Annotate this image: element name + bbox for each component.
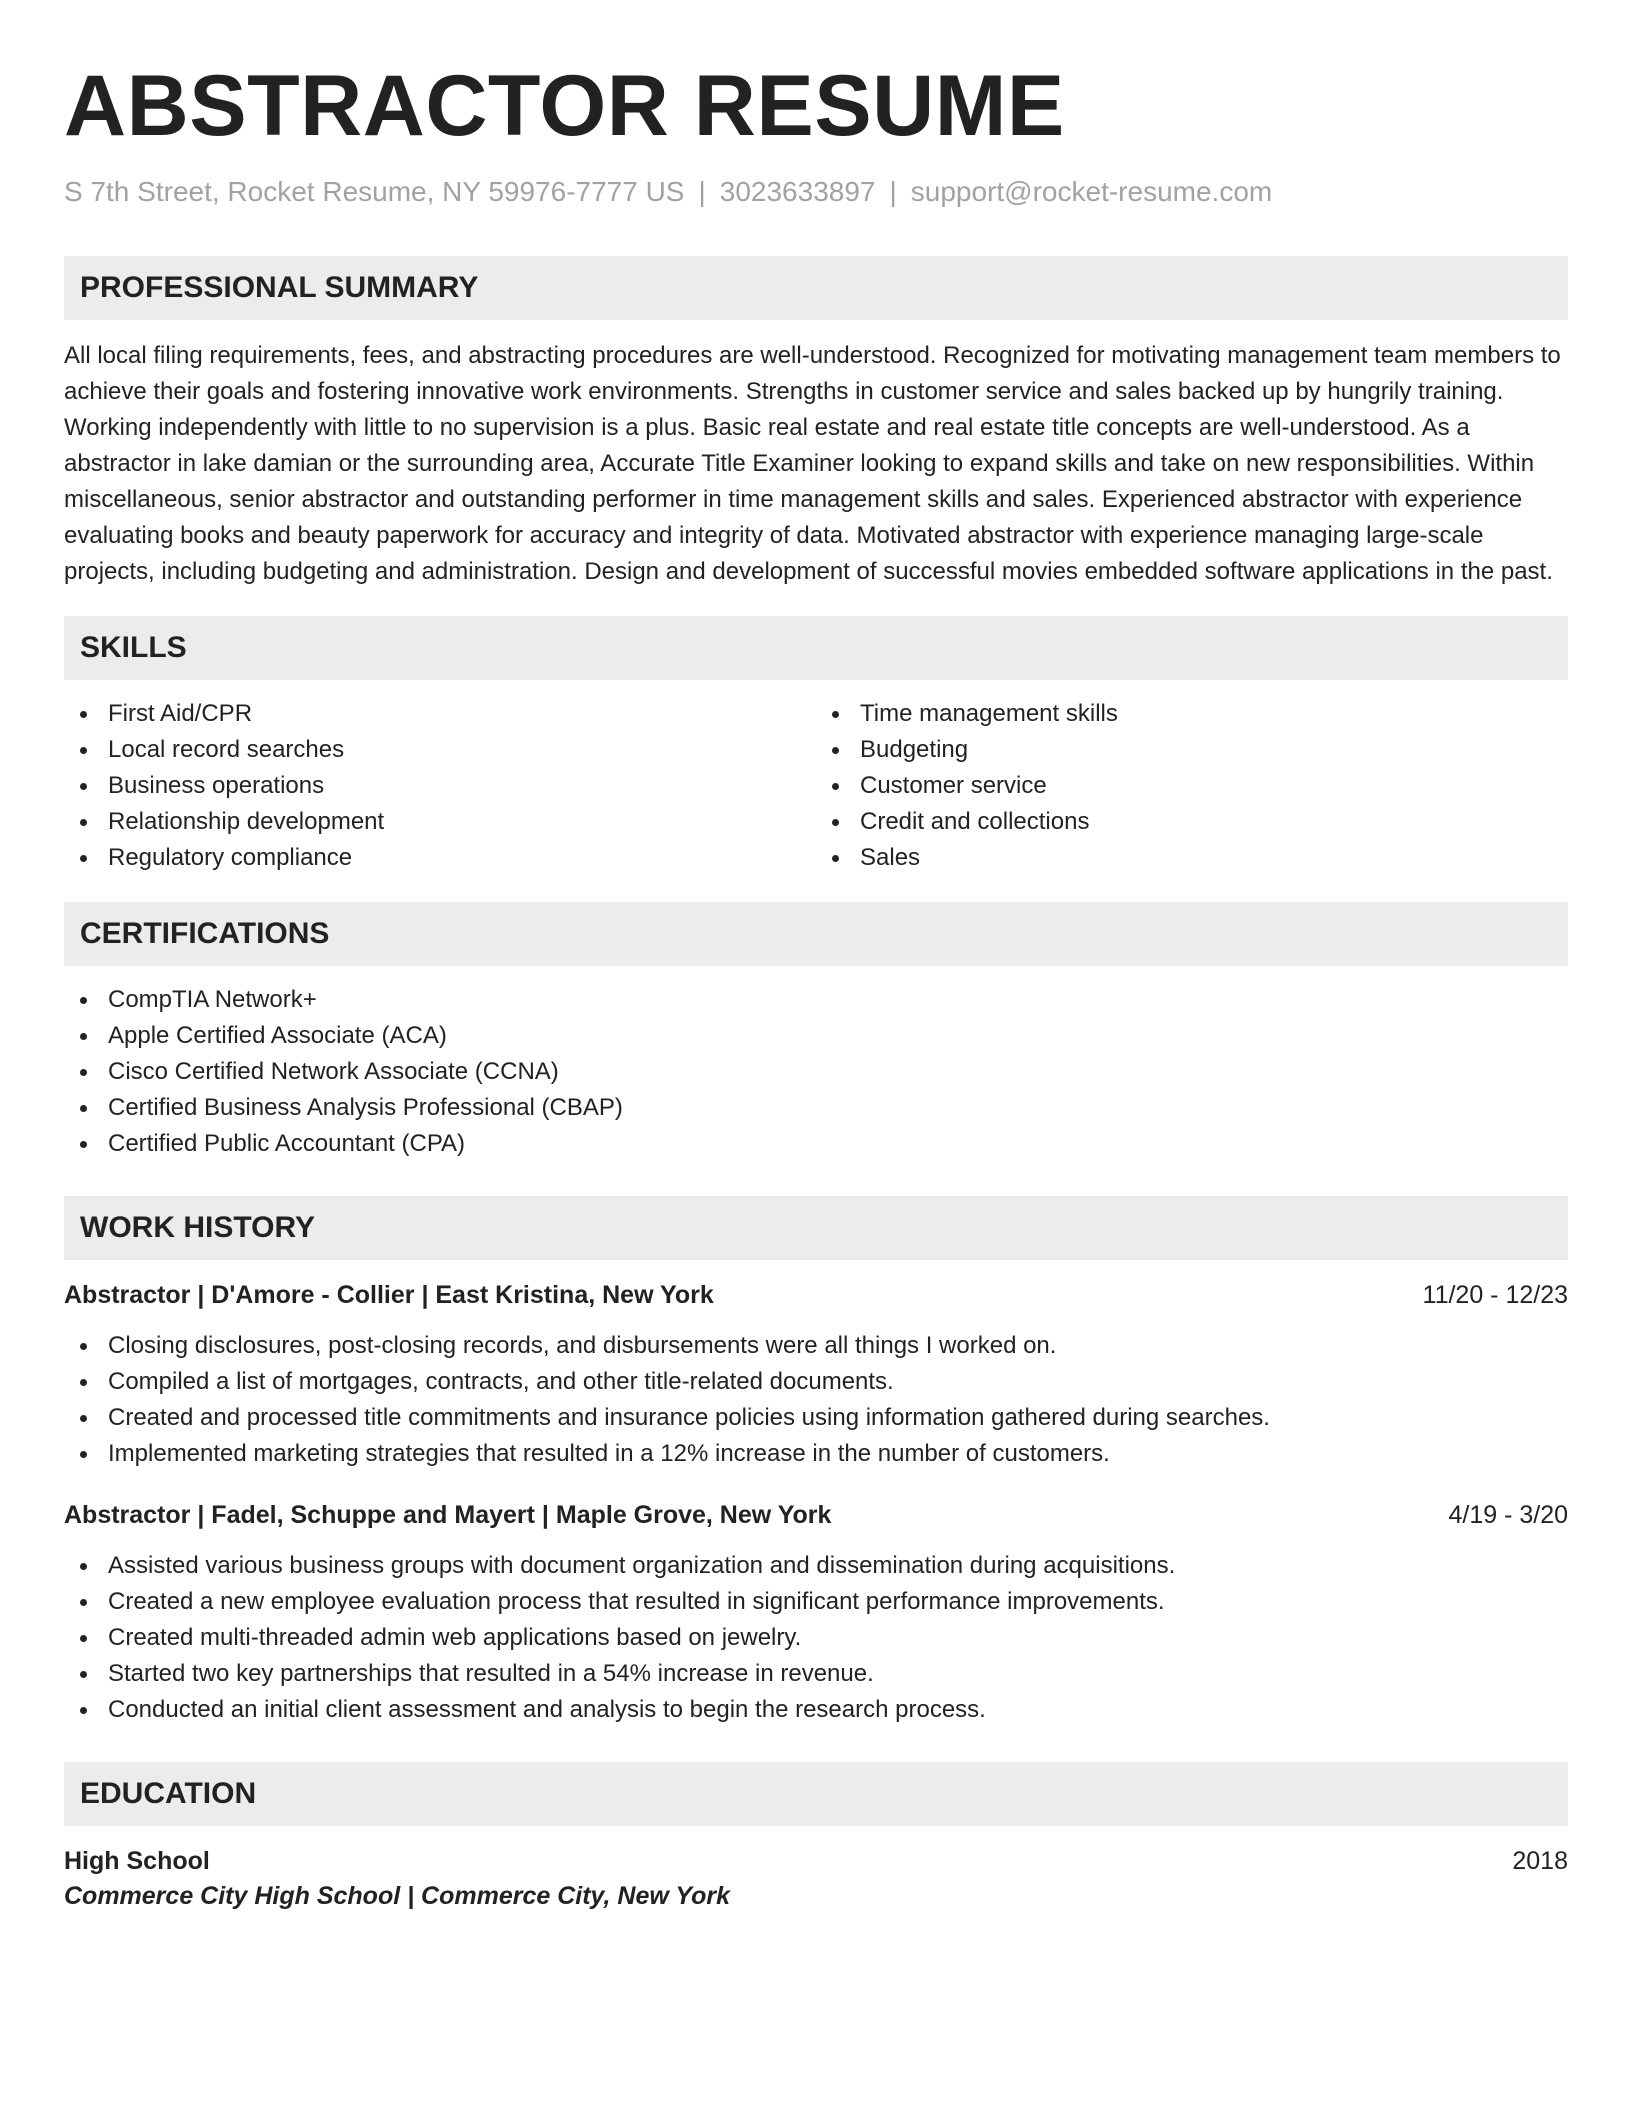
resume-title: ABSTRACTOR RESUME [64,58,1065,154]
section-heading-work-history: WORK HISTORY [64,1196,1568,1260]
contact-separator: | [698,176,706,207]
job-bullet: Created multi-threaded admin web applications based on jewelry. [64,1620,1568,1656]
education-header [64,1844,1568,1878]
skill-item: Regulatory compliance [64,840,816,876]
contact-phone: 3023633897 [719,176,876,207]
job-bullet: Implemented marketing strategies that resulted in a 12% increase in the number of customers. [64,1436,1568,1472]
summary-text: All local filing requirements, fees, and abstracting procedures are well-understood. Recognized for motivating management team members to achieve their goals and fostering innovative work environments. Strengths in customer service and sales backed up by hungrily training. Working independently with little to no supervision is a plus. Basic real estate and real estate title concepts are well-understood. As a abstractor in lake damian or the surrounding area, Accurate Title Examiner looking to expand skills and take on new responsibilities. Within miscellaneous, senior abstractor and outstanding performer in time management skills and sales. Experienced abstractor with experience evaluating books and beauty paperwork for accuracy and integrity of data. Motivated abstractor with experience managing large-scale projects, including budgeting and administration. Design and development of successful movies embedded software applications in the past. [64,342,1561,585]
skill-item: Business operations [64,768,816,804]
job-dates: 11/20 - 12/23 [1422,1281,1568,1309]
job-bullet: Started two key partnerships that resulted in a 54% increase in revenue. [64,1656,1568,1692]
skills-list [64,696,1568,876]
education-school: Commerce City High School | Commerce City, New York [64,1882,730,1910]
job-entry [64,1498,1568,1728]
section-heading-education: EDUCATION [64,1762,1568,1826]
skills-column-left [64,696,816,876]
certification-item: Certified Public Accountant (CPA) [64,1126,1568,1162]
contact-separator: | [889,176,897,207]
certifications-list [64,982,1568,1162]
job-bullet: Created a new employee evaluation process that resulted in significant performance improvements. [64,1584,1568,1620]
certification-item: CompTIA Network+ [64,982,1568,1018]
section-heading-summary: PROFESSIONAL SUMMARY [64,256,1568,320]
skill-item: Relationship development [64,804,816,840]
job-bullet: Created and processed title commitments and insurance policies using information gathered during searches. [64,1400,1568,1436]
skills-column-right [816,696,1568,876]
skill-item: Budgeting [816,732,1568,768]
section-heading-certifications: CERTIFICATIONS [64,902,1568,966]
skill-item: Time management skills [816,696,1568,732]
education-year: 2018 [1512,1847,1568,1875]
job-dates: 4/19 - 3/20 [1448,1501,1568,1529]
job-entry [64,1278,1568,1472]
job-title: Abstractor | D'Amore - Collier | East Kristina, New York [64,1281,714,1309]
job-bullet: Compiled a list of mortgages, contracts, and other title-related documents. [64,1364,1568,1400]
section-heading-skills: SKILLS [64,616,1568,680]
job-bullet: Assisted various business groups with document organization and dissemination during acquisitions. [64,1548,1568,1584]
job-header [64,1498,1568,1532]
contact-line [64,174,1568,210]
job-bullets [64,1328,1568,1472]
job-title: Abstractor | Fadel, Schuppe and Mayert | Maple Grove, New York [64,1501,832,1529]
job-bullet: Closing disclosures, post-closing records, and disbursements were all things I worked on. [64,1328,1568,1364]
certification-item: Cisco Certified Network Associate (CCNA) [64,1054,1568,1090]
skill-item: Credit and collections [816,804,1568,840]
education-entry [64,1844,1568,1914]
job-bullet: Conducted an initial client assessment and analysis to begin the research process. [64,1692,1568,1728]
certification-item: Certified Business Analysis Professional (CBAP) [64,1090,1568,1126]
education-degree: High School [64,1847,210,1875]
skill-item: First Aid/CPR [64,696,816,732]
contact-email: support@rocket-resume.com [910,176,1273,207]
skill-item: Sales [816,840,1568,876]
skill-item: Local record searches [64,732,816,768]
job-bullets [64,1548,1568,1728]
job-header [64,1278,1568,1312]
certification-item: Apple Certified Associate (ACA) [64,1018,1568,1054]
skill-item: Customer service [816,768,1568,804]
contact-address: S 7th Street, Rocket Resume, NY 59976-7777 US [64,176,685,207]
